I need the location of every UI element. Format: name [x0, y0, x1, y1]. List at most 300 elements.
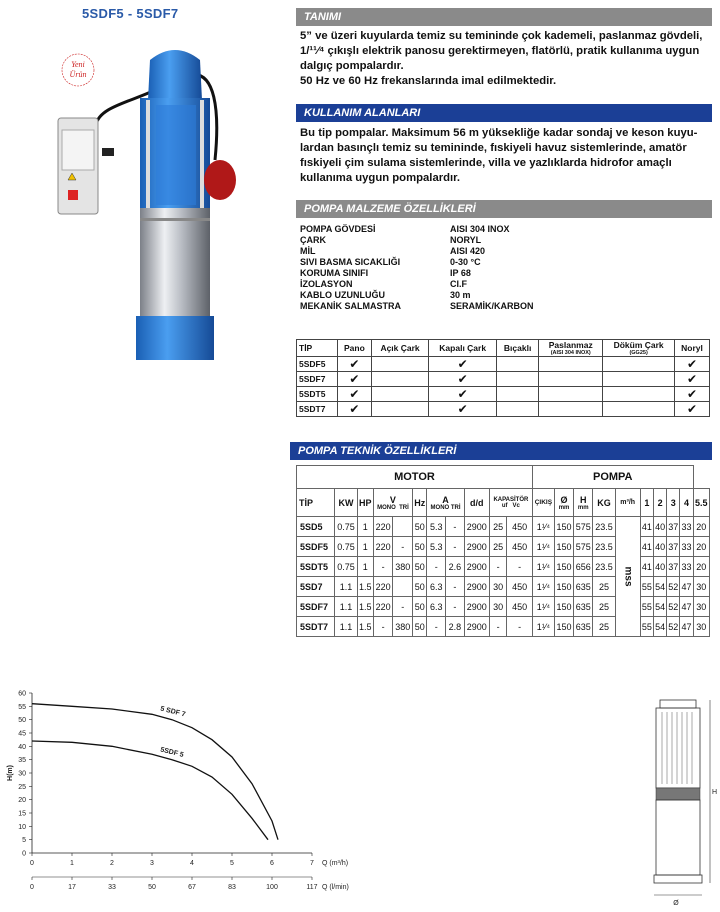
tech-cell: 50 — [413, 537, 427, 557]
tech-cell: 635 — [574, 617, 593, 637]
tech-cell: 50 — [413, 517, 427, 537]
empty-cell — [603, 372, 675, 387]
material-key: ÇARK — [300, 235, 326, 245]
tech-cell: 25 — [593, 597, 615, 617]
tip-row — [297, 372, 710, 387]
tech-cell: 2.6 — [446, 557, 465, 577]
x2-tick-label: 117 — [306, 884, 318, 891]
y-tick-label: 30 — [18, 770, 26, 778]
y-tick-label: 50 — [18, 717, 26, 725]
empty-cell — [371, 357, 429, 372]
tech-cell: 5SDT7 — [297, 617, 335, 637]
tech-cell: 37 — [667, 537, 680, 557]
tanimi-line: dalgıç pompalardır. — [300, 60, 404, 72]
dimension-drawing — [640, 690, 720, 912]
series-label: 5SDF 5 — [159, 746, 185, 760]
tech-row — [297, 617, 710, 637]
col-tip: TİP — [297, 489, 335, 517]
tech-cell: 575 — [574, 537, 593, 557]
tech-cell: 1.1 — [335, 577, 357, 597]
empty-cell — [496, 402, 538, 417]
tech-cell: 5.3 — [427, 537, 446, 557]
tech-cell: - — [507, 557, 533, 577]
tech-cell: - — [427, 557, 446, 577]
empty-cell — [496, 387, 538, 402]
tip-col-header — [603, 340, 675, 357]
empty-cell — [539, 372, 603, 387]
model-title: 5SDF5 - 5SDF7 — [82, 6, 179, 21]
col-flow: m³/h — [615, 489, 640, 517]
tech-cell: - — [489, 617, 507, 637]
material-value: 30 m — [450, 290, 471, 300]
tech-cell: 2900 — [464, 597, 489, 617]
tech-cell: 1.1 — [335, 617, 357, 637]
tech-cell: 23.5 — [593, 517, 615, 537]
check-icon: ✔ — [429, 372, 497, 387]
y-axis-label: H(m) — [7, 765, 14, 781]
tech-cell: 1 — [357, 517, 373, 537]
tech-cell: 5SDT5 — [297, 557, 335, 577]
material-row — [300, 290, 600, 301]
material-row — [300, 268, 600, 279]
tech-cell: 1.5 — [357, 597, 373, 617]
tip-row — [297, 387, 710, 402]
tech-cell: 450 — [507, 577, 533, 597]
tech-row — [297, 517, 710, 537]
col-kw: KW — [335, 489, 357, 517]
section-header-malzeme: POMPA MALZEME ÖZELLİKLERİ — [296, 200, 712, 218]
section-header-teknik: POMPA TEKNİK ÖZELLİKLERİ — [290, 442, 712, 460]
tech-cell: 20 — [693, 537, 709, 557]
col-kg: KG — [593, 489, 615, 517]
tech-cell: 380 — [393, 617, 413, 637]
flow-cell — [615, 517, 640, 637]
y-tick-label: 60 — [18, 690, 26, 698]
col-a — [427, 489, 464, 517]
tech-cell: 25 — [489, 517, 507, 537]
col-flow-5: 5.5 — [693, 489, 709, 517]
tech-cell: 635 — [574, 577, 593, 597]
tech-cell: 55 — [640, 577, 653, 597]
check-icon: ✔ — [675, 402, 710, 417]
tech-cell: 50 — [413, 557, 427, 577]
tech-cell: 52 — [667, 577, 680, 597]
empty-cell — [603, 387, 675, 402]
tech-cell: 23.5 — [593, 537, 615, 557]
col-hp: HP — [357, 489, 373, 517]
tech-cell: 5.3 — [427, 517, 446, 537]
tech-cell: 47 — [680, 617, 693, 637]
y-tick-label: 10 — [18, 823, 26, 831]
x2-tick-label: 83 — [228, 884, 236, 891]
tip-col-label: Döküm Çark — [613, 340, 664, 350]
tech-cell: 1.5 — [357, 617, 373, 637]
col-kap-label: KAPASİTÖR — [493, 496, 529, 503]
tech-cell: 380 — [393, 557, 413, 577]
tip-col-header — [675, 340, 710, 357]
tech-cell: 1 — [357, 557, 373, 577]
material-table — [300, 224, 600, 312]
dim-diameter-label: Ø — [673, 900, 679, 907]
x-tick-label: 5 — [230, 860, 234, 867]
col-hz: Hz — [413, 489, 427, 517]
col-v — [373, 489, 412, 517]
tip-col-label: Noryl — [681, 343, 703, 353]
kullanim-text — [300, 126, 708, 186]
material-key: POMPA GÖVDESİ — [300, 224, 376, 234]
tech-cell: - — [373, 557, 393, 577]
col-cikis: ÇIKIŞ — [532, 489, 554, 517]
material-key: İZOLASYON — [300, 279, 353, 289]
x-tick-label: 7 — [310, 860, 314, 867]
tech-cell — [393, 577, 413, 597]
col-v-label: V — [389, 494, 396, 505]
new-product-badge — [62, 54, 94, 86]
tip-col-header — [539, 340, 603, 357]
badge-line-1: Yeni — [71, 60, 85, 69]
tech-cell: 41 — [640, 557, 653, 577]
tech-cell: 30 — [693, 577, 709, 597]
check-icon: ✔ — [429, 387, 497, 402]
tech-cell: 40 — [654, 537, 667, 557]
empty-cell — [603, 357, 675, 372]
tech-cell: 41 — [640, 537, 653, 557]
x2-tick-label: 0 — [30, 884, 34, 891]
tech-cell: 1 — [357, 537, 373, 557]
tip-col-header — [496, 340, 538, 357]
series-label: 5 SDF 7 — [159, 705, 187, 719]
tech-cell: 55 — [640, 597, 653, 617]
y-tick-label: 40 — [18, 743, 26, 751]
tech-cell: 33 — [680, 557, 693, 577]
tech-row — [297, 577, 710, 597]
tanimi-line: 50 Hz ve 60 Hz frekanslarında imal edilmektedir. — [300, 75, 557, 87]
y-tick-label: 25 — [18, 783, 26, 791]
y-tick-label: 15 — [18, 810, 26, 818]
check-icon: ✔ — [675, 372, 710, 387]
group-pompa: POMPA — [532, 466, 693, 489]
kullanim-line: fıskiyeli çim sulama sistemlerinde, villa ve yazlıklarda hidrofor amaçlı — [300, 157, 672, 169]
tech-cell: 150 — [554, 577, 573, 597]
group-motor: MOTOR — [297, 466, 533, 489]
col-kap — [489, 489, 532, 517]
check-icon: ✔ — [675, 357, 710, 372]
tech-cell: 30 — [489, 597, 507, 617]
tech-cell: 2900 — [464, 577, 489, 597]
tech-cell: 2.8 — [446, 617, 465, 637]
y-tick-label: 45 — [18, 730, 26, 738]
col-flow-3: 3 — [667, 489, 680, 517]
col-h — [574, 489, 593, 517]
material-value: 0-30 °C — [450, 257, 481, 267]
tip-row — [297, 357, 710, 372]
tech-cell: 450 — [507, 597, 533, 617]
tech-cell: 33 — [680, 537, 693, 557]
tech-cell: 1¹⁄⁴ — [532, 557, 554, 577]
tech-cell: 30 — [693, 597, 709, 617]
x-axis-label: Q (m³/h) — [322, 860, 349, 867]
tech-cell: 1.5 — [357, 577, 373, 597]
tip-name: 5SDF5 — [297, 357, 338, 372]
tech-cell: 635 — [574, 597, 593, 617]
series-line — [32, 704, 278, 840]
material-row — [300, 235, 600, 246]
material-row — [300, 257, 600, 268]
tech-cell: 25 — [593, 617, 615, 637]
section-header-tanimi: TANIMI — [296, 8, 712, 26]
col-a-tri: TRİ — [450, 504, 461, 511]
tanimi-line: 5” ve üzeri kuyularda temiz su temininde çok kademeli, paslanmaz gövdeli, — [300, 30, 703, 42]
type-feature-table — [296, 339, 710, 417]
tech-cell: 2900 — [464, 617, 489, 637]
tech-cell: 150 — [554, 517, 573, 537]
tech-cell: 2900 — [464, 517, 489, 537]
tech-cell: 1¹⁄⁴ — [532, 617, 554, 637]
check-icon: ✔ — [338, 402, 372, 417]
tech-cell: - — [446, 597, 465, 617]
tech-cell: 30 — [693, 617, 709, 637]
tech-cell: - — [446, 517, 465, 537]
performance-chart — [0, 685, 360, 905]
tech-cell: 47 — [680, 577, 693, 597]
x-tick-label: 4 — [190, 860, 194, 867]
tech-row — [297, 557, 710, 577]
tech-cell: 150 — [554, 557, 573, 577]
tech-cell: - — [446, 577, 465, 597]
tech-cell: 50 — [413, 577, 427, 597]
tech-cell: 25 — [489, 537, 507, 557]
empty-cell — [371, 387, 429, 402]
x2-tick-label: 67 — [188, 884, 196, 891]
col-dia-unit: mm — [558, 504, 570, 511]
tech-cell: 47 — [680, 597, 693, 617]
tech-cell: 150 — [554, 537, 573, 557]
col-kap-vc: Vc — [512, 502, 520, 509]
tip-col-label: TİP — [299, 343, 313, 353]
empty-cell — [371, 402, 429, 417]
check-icon: ✔ — [338, 357, 372, 372]
material-value: NORYL — [450, 235, 482, 245]
x-tick-label: 6 — [270, 860, 274, 867]
col-flow-1: 1 — [640, 489, 653, 517]
tip-col-label: Açık Çark — [380, 343, 420, 353]
col-kap-uf: uf — [501, 502, 508, 509]
tech-cell: - — [393, 597, 413, 617]
material-row — [300, 301, 600, 312]
tech-cell: 40 — [654, 517, 667, 537]
tech-cell: 0.75 — [335, 537, 357, 557]
kullanim-line: kullanıma uygun pompalardır. — [300, 172, 461, 184]
tip-col-label: Paslanmaz — [548, 340, 593, 350]
empty-cell — [496, 357, 538, 372]
col-a-mono: MONO — [430, 504, 450, 511]
tech-cell: 20 — [693, 557, 709, 577]
col-v-mono: MONO — [377, 504, 396, 511]
tech-cell: - — [489, 557, 507, 577]
tech-cell: 25 — [593, 577, 615, 597]
tech-cell: - — [507, 617, 533, 637]
check-icon: ✔ — [429, 402, 497, 417]
tech-cell: 40 — [654, 557, 667, 577]
tech-cell: 5SD5 — [297, 517, 335, 537]
material-value: CI.F — [450, 279, 467, 289]
col-a-label: A — [442, 494, 449, 505]
tanimi-text — [300, 29, 708, 89]
tech-cell: 5SD7 — [297, 577, 335, 597]
tanimi-line: 1/¹¹⁄⁴ çıkışlı elektrik panosu gerektirmeyen, flatörlü, pratik kullanıma uygun — [300, 45, 700, 57]
col-dia — [554, 489, 573, 517]
tip-col-label: Pano — [343, 343, 365, 353]
tech-cell: - — [446, 537, 465, 557]
tip-col-header — [429, 340, 497, 357]
col-dd: d/d — [464, 489, 489, 517]
x-tick-label: 3 — [150, 860, 154, 867]
material-key: KABLO UZUNLUĞU — [300, 290, 385, 300]
product-image — [40, 30, 240, 370]
mss-label: mss — [622, 566, 634, 587]
tech-cell: 30 — [489, 577, 507, 597]
y-tick-label: 55 — [18, 703, 26, 711]
empty-cell — [496, 372, 538, 387]
y-tick-label: 0 — [22, 850, 26, 858]
x2-tick-label: 33 — [108, 884, 116, 891]
check-icon: ✔ — [429, 357, 497, 372]
section-header-kullanim: KULLANIM ALANLARI — [296, 104, 712, 122]
empty-cell — [539, 402, 603, 417]
tip-col-sub: (GG25) — [629, 350, 648, 356]
series-line — [32, 741, 268, 840]
tech-cell: 150 — [554, 617, 573, 637]
col-h-unit: mm — [577, 504, 589, 511]
empty-cell — [539, 357, 603, 372]
tech-cell: 1¹⁄⁴ — [532, 517, 554, 537]
tech-cell: 6.3 — [427, 577, 446, 597]
tech-cell: 50 — [413, 597, 427, 617]
material-value: AISI 304 INOX — [450, 224, 510, 234]
tech-cell: - — [373, 617, 393, 637]
tip-col-header — [338, 340, 372, 357]
tech-cell: 220 — [373, 597, 393, 617]
kullanim-line: lardan basınçlı temiz su temininde, fıskiyeli havuz sistemlerinde, amatör — [300, 142, 687, 154]
x-tick-label: 1 — [70, 860, 74, 867]
tech-cell: 54 — [654, 577, 667, 597]
tech-cell: 220 — [373, 517, 393, 537]
tech-cell: 1¹⁄⁴ — [532, 537, 554, 557]
empty-cell — [603, 402, 675, 417]
tech-row — [297, 537, 710, 557]
material-row — [300, 279, 600, 290]
tech-cell: 2900 — [464, 537, 489, 557]
col-v-tri: TRİ — [399, 504, 409, 511]
tech-cell: 1¹⁄⁴ — [532, 597, 554, 617]
tech-cell: 55 — [640, 617, 653, 637]
tech-cell: 20 — [693, 517, 709, 537]
tech-cell: 0.75 — [335, 517, 357, 537]
tech-cell: 54 — [654, 597, 667, 617]
tech-cell: 5SDF7 — [297, 597, 335, 617]
tech-cell — [393, 517, 413, 537]
tech-cell: 1.1 — [335, 597, 357, 617]
y-tick-label: 35 — [18, 757, 26, 765]
tech-cell: 575 — [574, 517, 593, 537]
material-value: IP 68 — [450, 268, 471, 278]
material-row — [300, 246, 600, 257]
tech-cell: 0.75 — [335, 557, 357, 577]
material-key: SIVI BASMA SICAKLIĞI — [300, 257, 401, 267]
col-dia-label: Ø — [560, 494, 568, 505]
tech-cell: - — [393, 537, 413, 557]
tech-cell: 50 — [413, 617, 427, 637]
tip-name: 5SDT7 — [297, 402, 338, 417]
x2-axis-label: Q (l/min) — [322, 884, 349, 891]
tip-row — [297, 402, 710, 417]
check-icon: ✔ — [338, 387, 372, 402]
x2-tick-label: 17 — [68, 884, 76, 891]
col-flow-2: 2 — [654, 489, 667, 517]
tip-col-header — [371, 340, 429, 357]
tech-cell: - — [427, 617, 446, 637]
check-icon: ✔ — [338, 372, 372, 387]
tip-col-sub: (AISI 304 INOX) — [550, 350, 591, 356]
tip-name: 5SDF7 — [297, 372, 338, 387]
tech-cell: 220 — [373, 537, 393, 557]
tech-cell: 450 — [507, 537, 533, 557]
tech-cell: 33 — [680, 517, 693, 537]
material-key: MEKANİK SALMASTRA — [300, 301, 401, 311]
col-h-label: H — [580, 494, 587, 505]
tech-cell: 5SDF5 — [297, 537, 335, 557]
tech-cell: 150 — [554, 597, 573, 617]
material-row — [300, 224, 600, 235]
tech-cell: 656 — [574, 557, 593, 577]
material-value: AISI 420 — [450, 246, 486, 256]
tip-col-header — [297, 340, 338, 357]
tech-cell: 37 — [667, 517, 680, 537]
dim-height-label: H — [712, 789, 718, 796]
tech-cell: 1¹⁄⁴ — [532, 577, 554, 597]
badge-line-2: Ürün — [69, 70, 87, 79]
tech-cell: 52 — [667, 597, 680, 617]
tech-cell: 37 — [667, 557, 680, 577]
tech-cell: 6.3 — [427, 597, 446, 617]
tech-row — [297, 597, 710, 617]
tip-col-label: Kapalı Çark — [439, 343, 487, 353]
kullanim-line: Bu tip pompalar. Maksimum 56 m yüksekliğe kadar sondaj ve keson kuyu- — [300, 127, 698, 139]
x2-tick-label: 50 — [148, 884, 156, 891]
tech-cell: 41 — [640, 517, 653, 537]
x-tick-label: 2 — [110, 860, 114, 867]
check-icon: ✔ — [675, 387, 710, 402]
y-tick-label: 5 — [22, 837, 26, 845]
tech-cell: 2900 — [464, 557, 489, 577]
tip-name: 5SDT5 — [297, 387, 338, 402]
tech-cell: 23.5 — [593, 557, 615, 577]
tech-cell: 52 — [667, 617, 680, 637]
material-key: MİL — [300, 246, 316, 256]
material-key: KORUMA SINIFI — [300, 268, 369, 278]
empty-cell — [371, 372, 429, 387]
x-tick-label: 0 — [30, 860, 34, 867]
tech-cell: 450 — [507, 517, 533, 537]
technical-table — [296, 465, 710, 637]
tech-cell: 54 — [654, 617, 667, 637]
y-tick-label: 20 — [18, 797, 26, 805]
x2-tick-label: 100 — [266, 884, 278, 891]
tech-cell: 220 — [373, 577, 393, 597]
empty-cell — [539, 387, 603, 402]
col-flow-4: 4 — [680, 489, 693, 517]
material-value: SERAMİK/KARBON — [450, 301, 534, 311]
